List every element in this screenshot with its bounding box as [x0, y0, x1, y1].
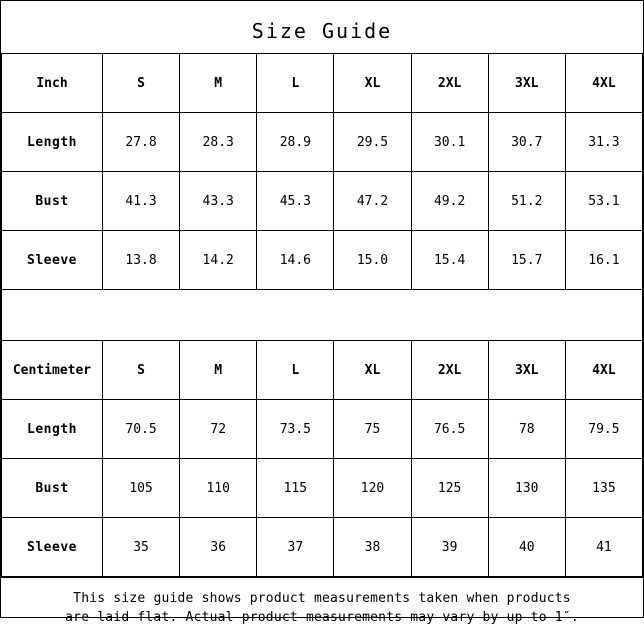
footnote-line-2: are laid flat. Actual product measurements may vary by up to 1″.	[65, 609, 579, 625]
size-header-xl: XL	[334, 341, 411, 400]
size-header-4xl: 4XL	[565, 341, 642, 400]
cell-inch-bust-l: 45.3	[257, 172, 334, 231]
cell-cm-bust-2xl: 125	[411, 459, 488, 518]
table-row	[2, 400, 643, 459]
size-header-2xl: 2XL	[411, 54, 488, 113]
row-label-sleeve: Sleeve	[2, 518, 103, 577]
cell-cm-length-s: 70.5	[103, 400, 180, 459]
cell-inch-length-m: 28.3	[180, 113, 257, 172]
cell-cm-sleeve-m: 36	[180, 518, 257, 577]
cell-inch-bust-xl: 47.2	[334, 172, 411, 231]
cell-cm-bust-m: 110	[180, 459, 257, 518]
table-row	[2, 172, 643, 231]
cell-inch-bust-s: 41.3	[103, 172, 180, 231]
cell-inch-sleeve-l: 14.6	[257, 231, 334, 290]
footnote	[1, 577, 643, 638]
size-table-centimeter	[1, 340, 643, 577]
cell-cm-sleeve-l: 37	[257, 518, 334, 577]
cell-cm-sleeve-4xl: 41	[565, 518, 642, 577]
size-header-l: L	[257, 54, 334, 113]
cell-inch-sleeve-m: 14.2	[180, 231, 257, 290]
cell-inch-bust-4xl: 53.1	[565, 172, 642, 231]
cell-inch-sleeve-xl: 15.0	[334, 231, 411, 290]
cell-inch-bust-m: 43.3	[180, 172, 257, 231]
cell-cm-bust-3xl: 130	[488, 459, 565, 518]
cell-cm-length-2xl: 76.5	[411, 400, 488, 459]
table-row	[2, 518, 643, 577]
cell-inch-sleeve-3xl: 15.7	[488, 231, 565, 290]
cell-inch-sleeve-s: 13.8	[103, 231, 180, 290]
cell-cm-sleeve-3xl: 40	[488, 518, 565, 577]
table-separator	[1, 290, 643, 340]
cell-inch-length-l: 28.9	[257, 113, 334, 172]
cell-inch-length-s: 27.8	[103, 113, 180, 172]
table-header-row	[2, 54, 643, 113]
cell-inch-bust-2xl: 49.2	[411, 172, 488, 231]
row-label-bust: Bust	[2, 172, 103, 231]
cell-inch-bust-3xl: 51.2	[488, 172, 565, 231]
row-label-length: Length	[2, 400, 103, 459]
size-header-4xl: 4XL	[565, 54, 642, 113]
cell-cm-length-m: 72	[180, 400, 257, 459]
size-header-s: S	[103, 341, 180, 400]
size-table-inch	[1, 53, 643, 290]
cell-inch-length-3xl: 30.7	[488, 113, 565, 172]
cell-inch-length-2xl: 30.1	[411, 113, 488, 172]
size-header-3xl: 3XL	[488, 341, 565, 400]
cell-cm-bust-xl: 120	[334, 459, 411, 518]
cell-cm-length-xl: 75	[334, 400, 411, 459]
size-header-3xl: 3XL	[488, 54, 565, 113]
size-header-s: S	[103, 54, 180, 113]
size-header-m: M	[180, 54, 257, 113]
cell-cm-bust-s: 105	[103, 459, 180, 518]
unit-header-inch: Inch	[2, 54, 103, 113]
cell-cm-sleeve-xl: 38	[334, 518, 411, 577]
cell-cm-bust-l: 115	[257, 459, 334, 518]
size-header-2xl: 2XL	[411, 341, 488, 400]
size-header-xl: XL	[334, 54, 411, 113]
unit-header-centimeter: Centimeter	[2, 341, 103, 400]
cell-cm-sleeve-2xl: 39	[411, 518, 488, 577]
cell-inch-sleeve-4xl: 16.1	[565, 231, 642, 290]
table-row	[2, 231, 643, 290]
page-title: Size Guide	[251, 19, 393, 43]
table-row	[2, 459, 643, 518]
row-label-bust: Bust	[2, 459, 103, 518]
row-label-sleeve: Sleeve	[2, 231, 103, 290]
table-row	[2, 113, 643, 172]
cell-cm-sleeve-s: 35	[103, 518, 180, 577]
cell-cm-length-4xl: 79.5	[565, 400, 642, 459]
size-header-l: L	[257, 341, 334, 400]
cell-inch-length-4xl: 31.3	[565, 113, 642, 172]
cell-cm-bust-4xl: 135	[565, 459, 642, 518]
size-header-m: M	[180, 341, 257, 400]
cell-cm-length-l: 73.5	[257, 400, 334, 459]
table-header-row	[2, 341, 643, 400]
cell-cm-length-3xl: 78	[488, 400, 565, 459]
cell-inch-length-xl: 29.5	[334, 113, 411, 172]
footnote-line-1: This size guide shows product measurements taken when products	[73, 591, 571, 606]
row-label-length: Length	[2, 113, 103, 172]
cell-inch-sleeve-2xl: 15.4	[411, 231, 488, 290]
